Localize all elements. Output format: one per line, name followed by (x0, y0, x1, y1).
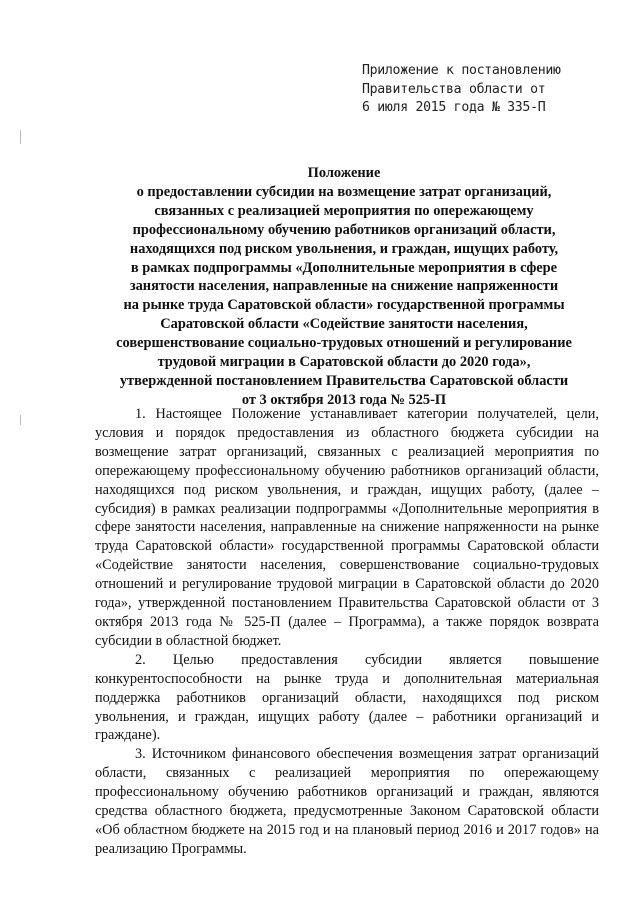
title-line: от 3 октября 2013 года № 525-П (241, 391, 447, 408)
document-title (94, 164, 594, 410)
appendix-line: Правительства области от (362, 81, 546, 97)
title-line: на рынке труда Саратовской области» государственной программы (123, 297, 565, 314)
title-line: находящихся под риском увольнения, и граждан, ищущих работу, (129, 240, 559, 257)
title-line: о предоставлении субсидии на возмещение затрат организаций, (136, 183, 552, 200)
paragraph-2: 2. Целью предоставления субсидии является повышение конкурентоспособности на рынке труда и дополнительная материальная поддержка работников организаций области, находящихся под риском увольнения, и граждан, ищущих работу (далее – работники организаций и граждане). (95, 651, 599, 744)
paragraph-1: 1. Настоящее Положение устанавливает категории получателей, цели, условия и порядок предоставления из областного бюджета субсидии на возмещение затрат организаций, связанных с реализацией мероприятия по опережающему профессиональному обучению работников организаций области, находящихся под риском увольнения, и граждан, ищущих работу, (далее – субсидия) в рамках реализации подпрограммы «Дополнительные мероприятия в сфере занятости населения, направленные на снижение напряженности на рынке труда Саратовской области» государственной программы Саратовской области «Содействие занятости населения, совершенствование социально-трудовых отношений и регулирование трудовой миграции в Саратовской области до 2020 года», утвержденной постановлением Правительства Саратовской области от 3 октября 2013 года № 525-П (далее – Программа), а также порядок возврата субсидии в областной бюджет. (95, 406, 599, 649)
scan-edge-mark (20, 130, 21, 144)
scan-edge-mark (20, 415, 21, 425)
title-line: Положение (307, 165, 381, 181)
appendix-stamp (362, 62, 561, 118)
title-line: утвержденной постановлением Правительства Саратовской области (119, 372, 569, 389)
document-body (95, 405, 599, 859)
title-line: совершенствование социально-трудовых отношений и регулирование (116, 335, 572, 352)
title-line: в рамках подпрограммы «Дополнительные мероприятия в сфере (130, 259, 558, 276)
paragraph-3: 3. Источником финансового обеспечения возмещения затрат организаций области, связанных с реализацией мероприятия по опережающему профессиональному обучению работников организаций и граждан, являются средства областного бюджета, предусмотренные Законом Саратовской области «Об областном бюджете на 2015 год и на плановый период 2016 и 2017 годов» на реализацию Программы. (95, 746, 599, 857)
appendix-line: Приложение к постановлению (362, 63, 561, 78)
title-line: профессиональному обучению работников организаций области, (132, 221, 556, 238)
title-line: связанных с реализацией мероприятия по опережающему (154, 202, 534, 219)
title-line: Саратовской области «Содействие занятости населения, (160, 316, 528, 333)
title-line: трудовой миграции в Саратовской области до 2020 года», (157, 354, 531, 371)
title-line: занятости населения, направленные на снижение напряженности (129, 278, 559, 295)
appendix-line: 6 июля 2015 года № 335-П (362, 100, 546, 115)
